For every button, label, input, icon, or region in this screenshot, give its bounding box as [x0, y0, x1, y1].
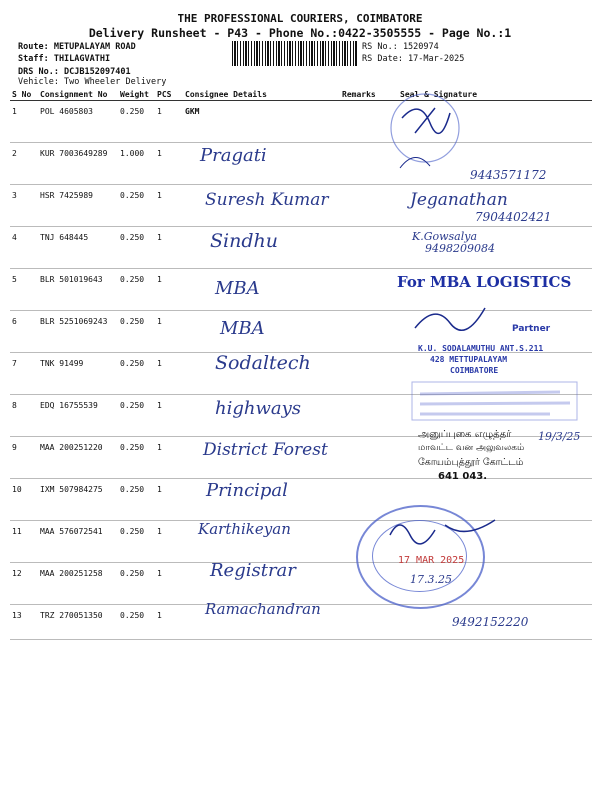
- cell-weight: 0.250: [118, 101, 155, 143]
- cell-sno: 12: [10, 563, 38, 605]
- cell-sno: 9: [10, 437, 38, 479]
- cell-sno: 4: [10, 227, 38, 269]
- col-remarks: Remarks: [340, 88, 398, 101]
- col-consignment: Consignment No: [38, 88, 118, 101]
- cell-consignee: [183, 269, 340, 311]
- cell-sno: 3: [10, 185, 38, 227]
- cell-weight: 0.250: [118, 185, 155, 227]
- cell-sno: 2: [10, 143, 38, 185]
- consignee-sign-13: Ramachandran: [205, 600, 321, 618]
- cell-consignment: TNK 91499: [38, 353, 118, 395]
- cell-pcs: 1: [155, 605, 183, 640]
- cell-consignee: GKM: [183, 101, 340, 143]
- sodal-stamp-1: K.U. SODALAMUTHU ANT.S.211: [418, 344, 544, 353]
- sodal-stamp-3: COIMBATORE: [450, 366, 499, 375]
- cell-consignment: BLR 5251069243: [38, 311, 118, 353]
- cell-remarks: [340, 395, 398, 437]
- seal-signature-11: [385, 510, 535, 550]
- consignee-sign-2: Pragati: [200, 145, 267, 166]
- cell-pcs: 1: [155, 269, 183, 311]
- seal-phone-13: 9492152220: [452, 615, 529, 629]
- staff: Staff: THILAGVATHI: [18, 54, 111, 64]
- vehicle: Vehicle: Two Wheeler Delivery: [18, 77, 167, 87]
- table-row: [10, 101, 592, 143]
- consignee-sign-3: Suresh Kumar: [205, 190, 329, 210]
- cell-weight: 0.250: [118, 479, 155, 521]
- barcode: [232, 41, 357, 66]
- partner-label: Partner: [512, 324, 551, 334]
- consignee-sign-6: MBA: [220, 318, 265, 339]
- cell-weight: 0.250: [118, 521, 155, 563]
- tamil-line-3: கோயம்புத்தூர் கோட்டம்: [418, 457, 524, 468]
- cell-weight: 0.250: [118, 269, 155, 311]
- cell-pcs: 1: [155, 227, 183, 269]
- cell-weight: 0.250: [118, 353, 155, 395]
- cell-pcs: 1: [155, 101, 183, 143]
- cell-remarks: [340, 227, 398, 269]
- consignee-sign-12: Registrar: [210, 560, 296, 581]
- cell-consignment: TRZ 270051350: [38, 605, 118, 640]
- seal-phone-4: 9498209084: [425, 242, 495, 255]
- consignee-sign-11: Karthikeyan: [198, 520, 291, 538]
- table-row: [10, 563, 592, 605]
- seal-phone-3: 7904402421: [475, 210, 552, 224]
- cell-consignment: EDQ 16755539: [38, 395, 118, 437]
- tamil-line-1: அனுப்புகை எழுத்தர்: [418, 429, 512, 440]
- cell-sno: 5: [10, 269, 38, 311]
- cell-consignment: POL 4605803: [38, 101, 118, 143]
- consignee-sign-4: Sindhu: [210, 230, 278, 252]
- cell-pcs: 1: [155, 395, 183, 437]
- tamil-line-2: மாவட்ட வன அலுவலகம்: [418, 443, 525, 453]
- cell-pcs: 1: [155, 563, 183, 605]
- cell-weight: 0.250: [118, 563, 155, 605]
- cell-sno: 7: [10, 353, 38, 395]
- cell-sno: 13: [10, 605, 38, 640]
- cell-weight: 0.250: [118, 605, 155, 640]
- cell-consignment: MAA 200251258: [38, 563, 118, 605]
- mba-signature: [410, 298, 500, 338]
- consignee-sign-8: highways: [215, 398, 302, 419]
- sodal-stamp-2: 428 METTUPALAYAM: [430, 355, 508, 364]
- cell-consignment: KUR 7003649289: [38, 143, 118, 185]
- cell-remarks: [340, 437, 398, 479]
- highways-stamp: [410, 376, 590, 426]
- col-sno: S No: [10, 88, 38, 101]
- col-weight: Weight: [118, 88, 155, 101]
- rs-no: RS No.: 1520974: [362, 42, 439, 52]
- rs-date: RS Date: 17-Mar-2025: [362, 54, 465, 64]
- seal-phone-2: 9443571172: [470, 168, 547, 182]
- runsheet-title: Delivery Runsheet - P43 - Phone No.:0422-3505555 - Page No.:1: [88, 26, 512, 40]
- seal-time-12: 17.3.25: [410, 573, 452, 586]
- cell-consignment: MAA 200251220: [38, 437, 118, 479]
- cell-remarks: [340, 185, 398, 227]
- header-row: [10, 88, 592, 101]
- col-pcs: PCS: [155, 88, 183, 101]
- cell-pcs: 1: [155, 479, 183, 521]
- table-row: [10, 227, 592, 269]
- col-consignee: Consignee Details: [183, 88, 340, 101]
- seal-date-9: 19/3/25: [538, 430, 581, 443]
- consignee-sign-7: Sodaltech: [215, 352, 311, 374]
- cell-consignment: MAA 576072541: [38, 521, 118, 563]
- consignee-sign-9: District Forest: [203, 440, 328, 460]
- cell-consignment: IXM 507984275: [38, 479, 118, 521]
- cell-weight: 0.250: [118, 227, 155, 269]
- seal-sign-4: K.Gowsalya: [412, 230, 478, 243]
- cell-pcs: 1: [155, 353, 183, 395]
- cell-consignment: BLR 501019643: [38, 269, 118, 311]
- cell-sno: 8: [10, 395, 38, 437]
- drs-no: DRS No.: DCJB152097401: [18, 67, 131, 77]
- cell-pcs: 1: [155, 311, 183, 353]
- cell-pcs: 1: [155, 143, 183, 185]
- cell-remarks: [340, 605, 398, 640]
- cell-consignment: TNJ 648445: [38, 227, 118, 269]
- pin-code: 641 043.: [438, 471, 488, 482]
- company-title: THE PROFESSIONAL COURIERS, COIMBATORE: [177, 12, 423, 25]
- seal-scribble-1: [390, 88, 460, 178]
- cell-remarks: [340, 269, 398, 311]
- cell-pcs: 1: [155, 185, 183, 227]
- cell-pcs: 1: [155, 437, 183, 479]
- cell-weight: 0.250: [118, 311, 155, 353]
- cell-weight: 1.000: [118, 143, 155, 185]
- cell-pcs: 1: [155, 521, 183, 563]
- mba-stamp: For MBA LOGISTICS: [397, 273, 572, 291]
- consignee-sign-10: Principal: [206, 480, 288, 501]
- seal-name-3: Jeganathan: [410, 190, 508, 210]
- cell-weight: 0.250: [118, 395, 155, 437]
- col-seal: Seal & Signature: [398, 88, 592, 101]
- cell-sno: 6: [10, 311, 38, 353]
- cell-remarks: [340, 311, 398, 353]
- cell-sno: 11: [10, 521, 38, 563]
- consignee-sign-5: MBA: [215, 278, 260, 299]
- cell-consignment: HSR 7425989: [38, 185, 118, 227]
- cell-sno: 1: [10, 101, 38, 143]
- date-stamp: 17 MAR 2025: [398, 555, 465, 566]
- route: Route: METUPALAYAM ROAD: [18, 42, 136, 52]
- cell-weight: 0.250: [118, 437, 155, 479]
- cell-sno: 10: [10, 479, 38, 521]
- cell-remarks: [340, 353, 398, 395]
